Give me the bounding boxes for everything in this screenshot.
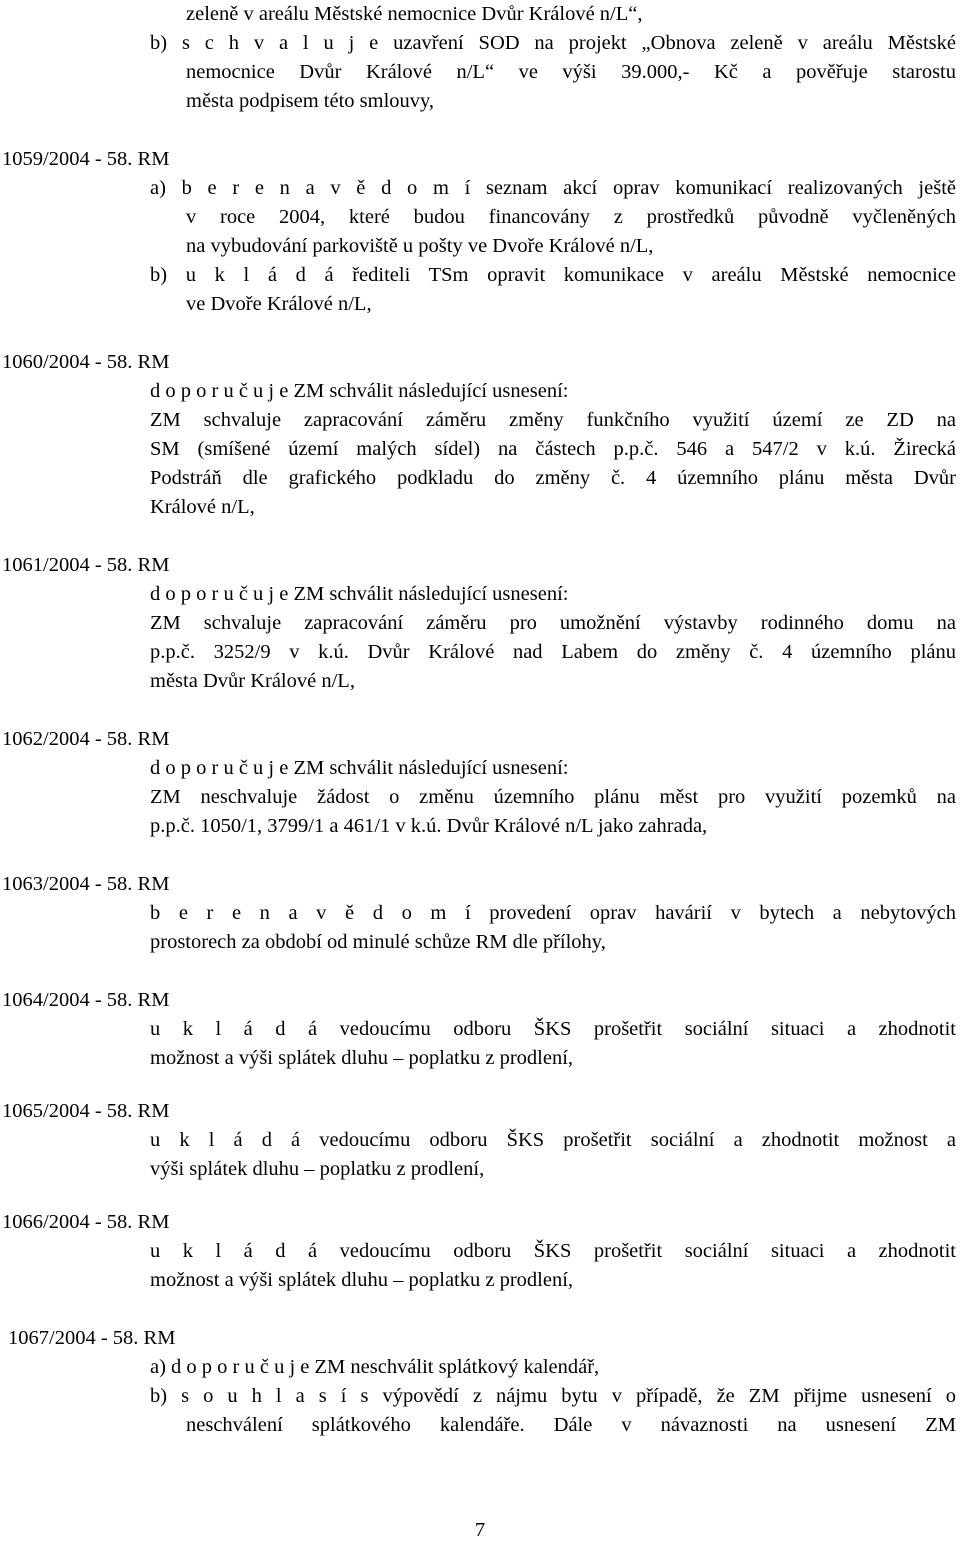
text-line: p.p.č. 3252/9 v k.ú. Dvůr Králové nad Labem do změny č. 4 územního plánu (150, 641, 956, 663)
page-number: 7 (474, 1519, 486, 1541)
text-line: b) s c h v a l u j e uzavření SOD na projekt „Obnova zeleně v areálu Městské (150, 32, 956, 54)
text-line: a) b e r e n a v ě d o m í seznam akcí oprav komunikací realizovaných ještě (150, 177, 956, 199)
text-line: prostorech za období od minulé schůze RM dle přílohy, (150, 931, 606, 953)
text-line: nemocnice Dvůr Králové n/L“ ve výši 39.000,- Kč a pověřuje starostu (186, 61, 956, 83)
text-line: ZM schvaluje zapracování záměru pro umožnění výstavby rodinného domu na (150, 612, 956, 634)
resolution-number: 1065/2004 - 58. RM (2, 1100, 170, 1122)
text-line: b e r e n a v ě d o m í provedení oprav havárií v bytech a nebytových (150, 902, 956, 924)
text-line: zeleně v areálu Městské nemocnice Dvůr Králové n/L“, (186, 3, 643, 25)
text-line: možnost a výši splátek dluhu – poplatku z prodlení, (150, 1047, 574, 1069)
text-line: ve Dvoře Králové n/L, (186, 293, 372, 315)
text-line: b) u k l á d á řediteli TSm opravit komunikace v areálu Městské nemocnice (150, 264, 956, 286)
resolution-number: 1062/2004 - 58. RM (2, 728, 170, 750)
text-line: města podpisem této smlouvy, (186, 90, 435, 112)
resolution-number: 1061/2004 - 58. RM (2, 554, 170, 576)
text-line: ZM schvaluje zapracování záměru změny funkčního využití území ze ZD na (150, 409, 956, 431)
text-line: b) s o u h l a s í s výpovědí z nájmu bytu v případě, že ZM přijme usnesení o (150, 1385, 956, 1407)
text-line: p.p.č. 1050/1, 3799/1 a 461/1 v k.ú. Dvůr Králové n/L jako zahrada, (150, 815, 708, 837)
text-line: SM (smíšené území malých sídel) na částech p.p.č. 546 a 547/2 v k.ú. Žirecká (150, 438, 956, 460)
text-line: u k l á d á vedoucímu odboru ŠKS prošetřit sociální situaci a zhodnotit (150, 1240, 956, 1262)
text-line: a) d o p o r u č u j e ZM neschválit splátkový kalendář, (150, 1356, 600, 1378)
text-line: výši splátek dluhu – poplatku z prodlení, (150, 1158, 485, 1180)
resolution-number: 1059/2004 - 58. RM (2, 148, 170, 170)
resolution-number: 1067/2004 - 58. RM (8, 1327, 176, 1349)
text-line: d o p o r u č u j e ZM schválit následující usnesení: (150, 380, 569, 402)
resolution-number: 1064/2004 - 58. RM (2, 989, 170, 1011)
text-line: možnost a výši splátek dluhu – poplatku z prodlení, (150, 1269, 574, 1291)
text-line: d o p o r u č u j e ZM schválit následující usnesení: (150, 583, 569, 605)
text-line: Podstráň dle grafického podkladu do změny č. 4 územního plánu města Dvůr (150, 467, 956, 489)
text-line: města Dvůr Králové n/L, (150, 670, 355, 692)
resolution-number: 1063/2004 - 58. RM (2, 873, 170, 895)
text-line: ZM neschvaluje žádost o změnu územního plánu měst pro využití pozemků na (150, 786, 956, 808)
text-line: neschválení splátkového kalendáře. Dále v návaznosti na usnesení ZM (186, 1414, 956, 1436)
text-line: u k l á d á vedoucímu odboru ŠKS prošetřit sociální situaci a zhodnotit (150, 1018, 956, 1040)
text-line: na vybudování parkoviště u pošty ve Dvoře Králové n/L, (186, 235, 654, 257)
text-line: u k l á d á vedoucímu odboru ŠKS prošetřit sociální a zhodnotit možnost a (150, 1129, 956, 1151)
resolution-number: 1060/2004 - 58. RM (2, 351, 170, 373)
resolution-number: 1066/2004 - 58. RM (2, 1211, 170, 1233)
text-line: d o p o r u č u j e ZM schválit následující usnesení: (150, 757, 569, 779)
text-line: Králové n/L, (150, 496, 255, 518)
text-line: v roce 2004, které budou financovány z prostředků původně vyčleněných (186, 206, 956, 228)
